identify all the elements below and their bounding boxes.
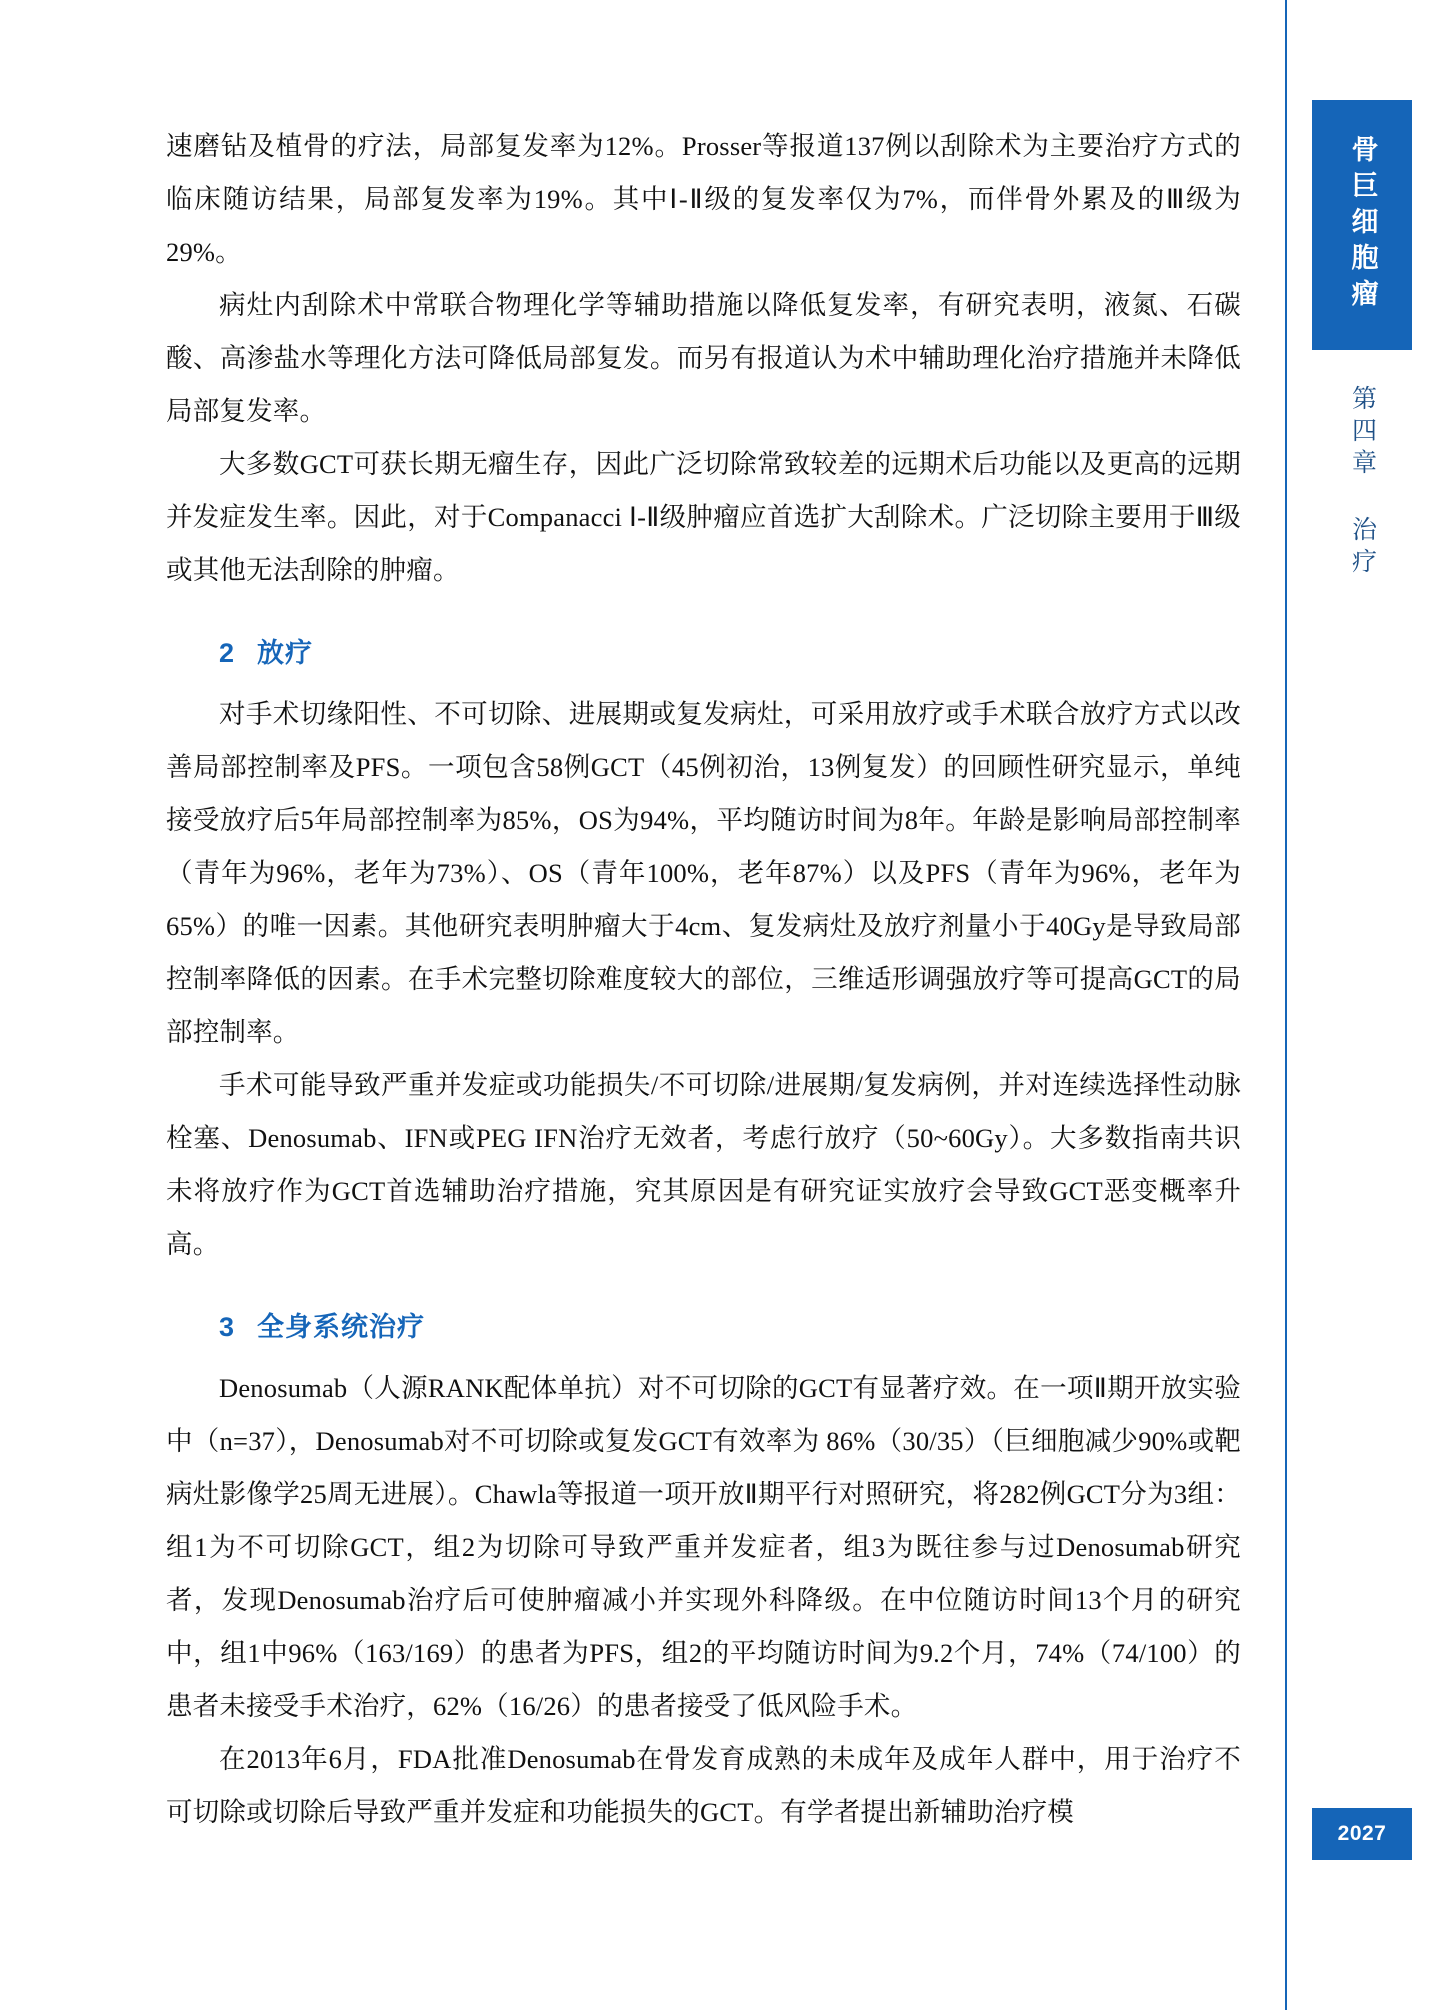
- paragraph: 大多数GCT可获长期无瘤生存，因此广泛切除常致较差的远期术后功能以及更高的远期并发症发生率。因此，对于Companacci Ⅰ-Ⅱ级肿瘤应首选扩大刮除术。广泛切除主要用于Ⅲ级或其他无法刮除的肿瘤。: [166, 449, 1241, 585]
- paragraph: 手术可能导致严重并发症或功能损失/不可切除/进展期/复发病例，并对连续选择性动脉栓塞、Denosumab、IFN或PEG IFN治疗无效者，考虑行放疗（50~60Gy）。大多数指南共识未将放疗作为GCT首选辅助治疗措施，究其原因是有研究证实放疗会导致GCT恶变概率升高。: [166, 1070, 1241, 1259]
- section-number: 2: [219, 638, 236, 668]
- page-content: [166, 120, 1241, 1839]
- section-title: 全身系统治疗: [257, 1312, 426, 1342]
- section-title: 放疗: [257, 638, 314, 668]
- page-number-badge: [1312, 1808, 1412, 1860]
- section-number: 3: [219, 1312, 236, 1342]
- paragraph: Denosumab（人源RANK配体单抗）对不可切除的GCT有显著疗效。在一项Ⅱ期开放实验中（n=37），Denosumab对不可切除或复发GCT有效率为 86%（30/35）（巨细胞减少90%或靶病灶影像学25周无进展）。Chawla等报道一项开放Ⅱ期平行对照研究，将282例GCT分为3组：组1为不可切除GCT，组2为切除可导致严重并发症者，组3为既往参与过Denosumab研究者，发现Denosumab治疗后可使肿瘤减小并实现外科降级。在中位随访时间13个月的研究中，组1中96%（163/169）的患者为PFS，组2的平均随访时间为9.2个月，74%（74/100）的患者未接受手术治疗，62%（16/26）的患者接受了低风险手术。: [166, 1373, 1241, 1721]
- paragraph: 在2013年6月，FDA批准Denosumab在骨发育成熟的未成年及成年人群中，用于治疗不可切除或切除后导致严重并发症和功能损失的GCT。有学者提出新辅助治疗模: [166, 1744, 1241, 1827]
- paragraph: 对手术切缘阳性、不可切除、进展期或复发病灶，可采用放疗或手术联合放疗方式以改善局部控制率及PFS。一项包含58例GCT（45例初治，13例复发）的回顾性研究显示，单纯接受放疗后5年局部控制率为85%，OS为94%，平均随访时间为8年。年龄是影响局部控制率（青年为96%，老年为73%）、OS（青年100%，老年87%）以及PFS（青年为96%，老年为65%）的唯一因素。其他研究表明肿瘤大于4cm、复发病灶及放疗剂量小于40Gy是导致局部控制率降低的因素。在手术完整切除难度较大的部位，三维适形调强放疗等可提高GCT的局部控制率。: [166, 699, 1241, 1047]
- paragraph-continuation: 速磨钻及植骨的疗法，局部复发率为12%。Prosser等报道137例以刮除术为主要治疗方式的临床随访结果，局部复发率为19%。其中Ⅰ-Ⅱ级的复发率仅为7%，而伴骨外累及的Ⅲ级为29%。: [166, 131, 1241, 267]
- vertical-rule-divider: [1285, 0, 1287, 2010]
- paragraph: 病灶内刮除术中常联合物理化学等辅助措施以降低复发率，有研究表明，液氮、石碳酸、高渗盐水等理化方法可降低局部复发。而另有报道认为术中辅助理化治疗措施并未降低局部复发率。: [166, 290, 1241, 426]
- book-title-tab: [1312, 100, 1412, 350]
- section-heading-2: [219, 631, 1241, 670]
- section-heading-3: [219, 1305, 1241, 1344]
- page-number-text: 2027: [1337, 1822, 1387, 1845]
- chapter-label-text: 第四章 治疗: [1348, 385, 1377, 580]
- book-title-text: 骨巨细胞瘤: [1347, 135, 1378, 315]
- chapter-label: [1312, 385, 1412, 580]
